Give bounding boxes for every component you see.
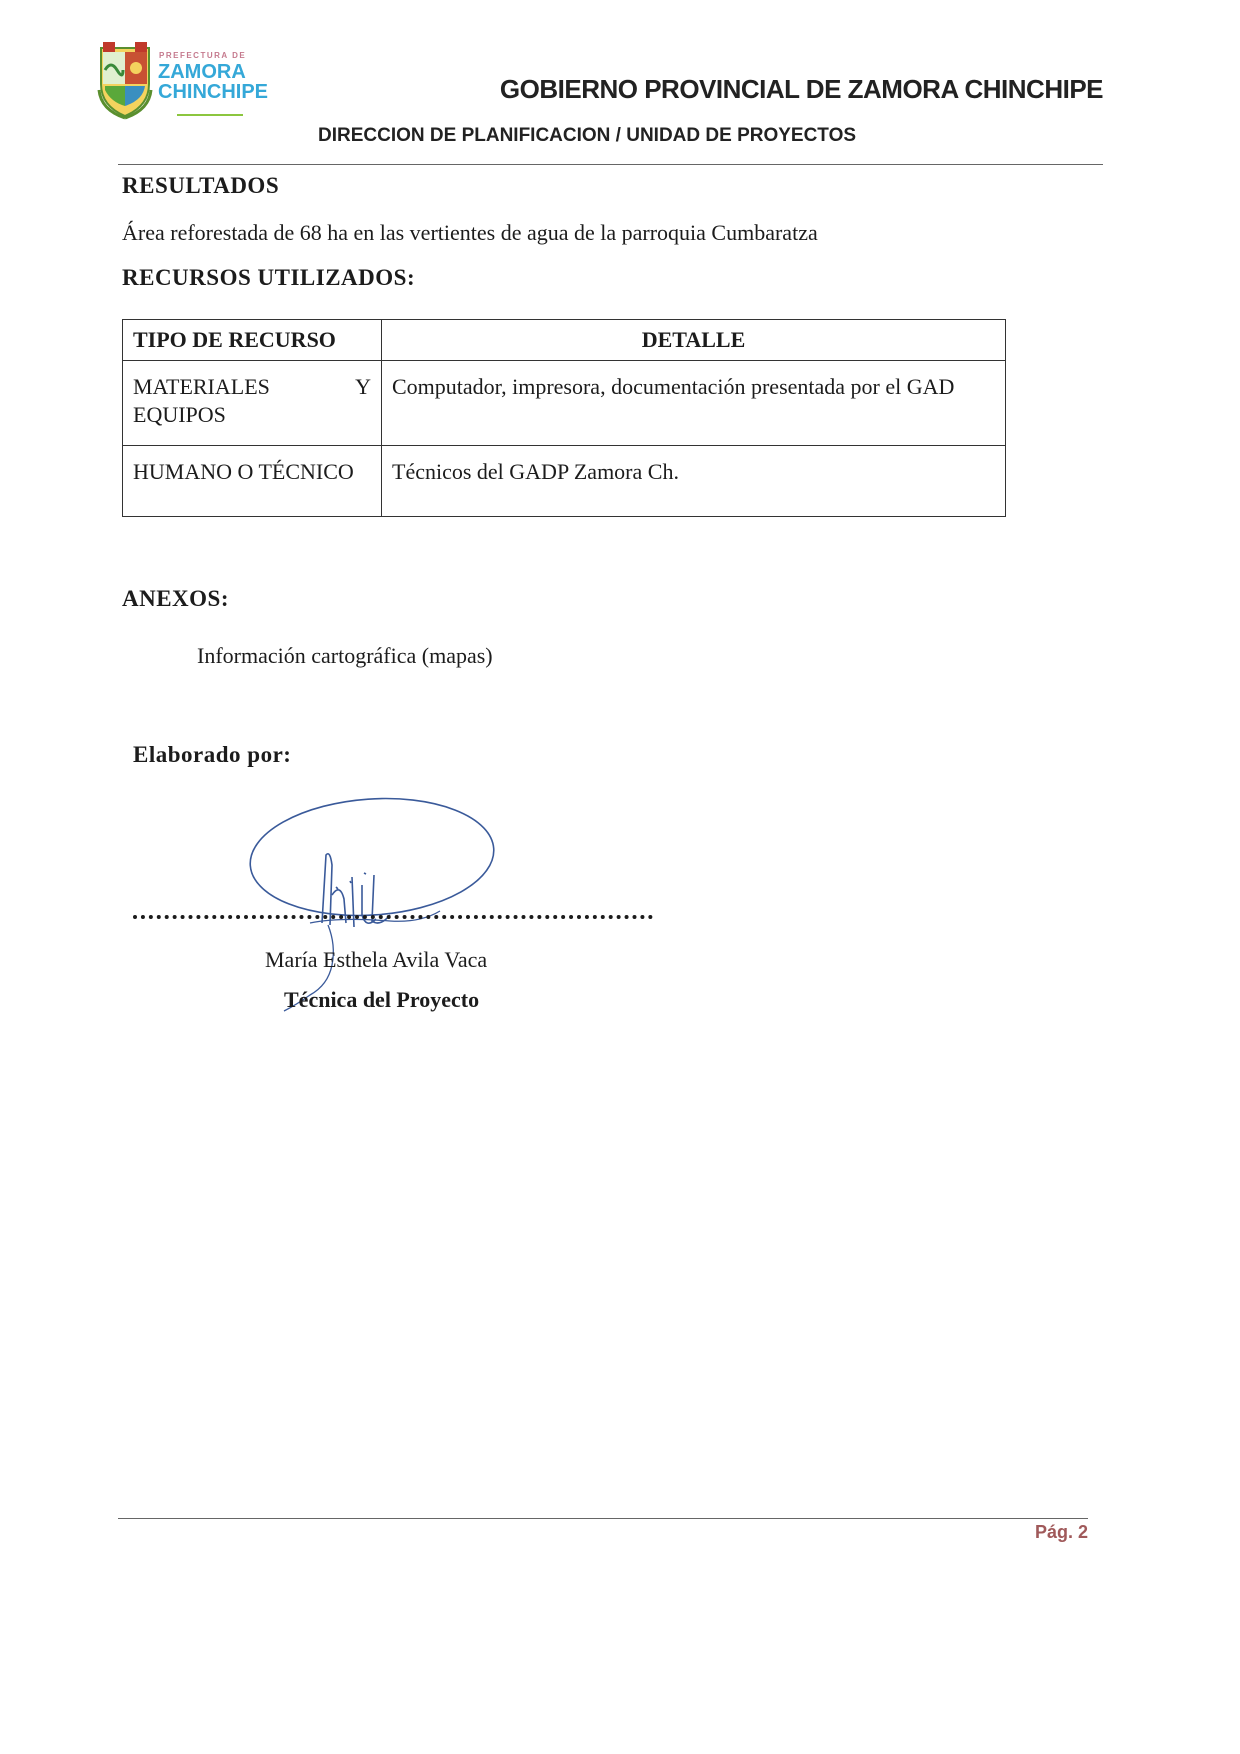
header-divider <box>118 164 1103 165</box>
signer-name: María Esthela Avila Vaca <box>265 947 488 972</box>
page-number: Pág. 2 <box>1034 1522 1088 1542</box>
logo-line-2: CHINCHIPE <box>158 81 269 103</box>
department-subtitle: DIRECCION DE PLANIFICACION / UNIDAD DE PROYECTOS <box>318 125 857 146</box>
resultados-text: Área reforestada de 68 ha en las vertientes de agua de la parroquia Cumbaratza <box>122 220 818 245</box>
resultados-heading: RESULTADOS <box>122 173 280 198</box>
logo-small-text: PREFECTURA DE <box>159 51 247 60</box>
footer-divider <box>118 1518 1088 1519</box>
table-row <box>123 446 1006 517</box>
table-header-detalle: DETALLE <box>382 320 1006 361</box>
recursos-heading: RECURSOS UTILIZADOS: <box>122 265 416 290</box>
government-title: GOBIERNO PROVINCIAL DE ZAMORA CHINCHIPE <box>499 74 1103 104</box>
signature-line <box>133 915 653 919</box>
provincial-shield-icon <box>97 40 153 120</box>
table-cell-detalle: Técnicos del GADP Zamora Ch. <box>382 446 1006 517</box>
logo-underline <box>177 114 243 116</box>
prefecture-logo <box>97 40 277 130</box>
table-cell-tipo: MATERIALES Y EQUIPOS <box>123 361 382 446</box>
table-cell-detalle: Computador, impresora, documentación presentada por el GAD <box>382 361 1006 446</box>
table-cell-tipo: HUMANO O TÉCNICO <box>123 446 382 517</box>
anexos-text: Información cartográfica (mapas) <box>197 643 493 668</box>
table-header-row <box>123 320 1006 361</box>
resources-table <box>122 319 1006 517</box>
table-header-tipo: TIPO DE RECURSO <box>123 320 382 361</box>
table-row <box>123 361 1006 446</box>
logo-line-1: ZAMORA <box>158 61 246 83</box>
signer-role: Técnica del Proyecto <box>284 987 480 1012</box>
anexos-heading: ANEXOS: <box>122 586 230 611</box>
elaborado-heading: Elaborado por: <box>133 742 292 767</box>
